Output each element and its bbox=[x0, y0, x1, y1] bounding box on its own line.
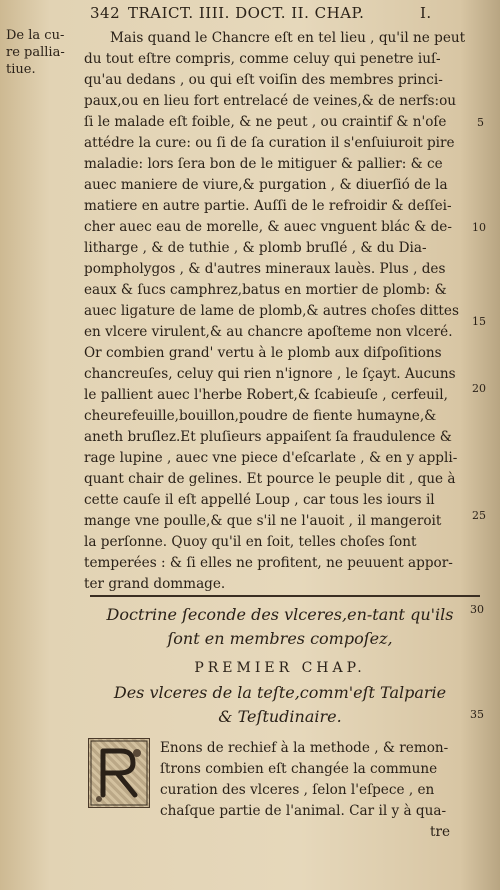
text-line: aneth bruſlez.Et pluſieurs appaiſent ſa fraudulence & bbox=[84, 429, 452, 445]
margin-note-line: De la cu- bbox=[6, 28, 65, 43]
text-line: maladie: lors ſera bon de le mitiguer & pallier: & ce bbox=[84, 156, 443, 172]
text-line: eaux & ſucs camphrez,batus en mortier de plomb: & bbox=[84, 282, 447, 298]
text-line: du tout eſtre compris, comme celuy qui penetre iuſ- bbox=[84, 51, 441, 67]
chapter-title-line: Des vlceres de la teſte,comm'eſt Talparie bbox=[113, 683, 447, 702]
section-title-line: ſont en membres compoſez, bbox=[167, 629, 393, 648]
line-number: 35 bbox=[470, 708, 484, 721]
text-line: le pallient auec l'herbe Robert,& ſcabieuſe , cerfeuil, bbox=[84, 387, 448, 403]
margin-note-line: tiue. bbox=[6, 62, 36, 77]
running-header bbox=[90, 4, 490, 26]
line-number: 5 bbox=[477, 116, 484, 129]
section-title-line: Doctrine ſeconde des vlceres,en-tant qu'ils bbox=[106, 605, 454, 624]
text-line: attédre la cure: ou ſi de ſa curation il s'enſuiuroit pire bbox=[84, 135, 455, 151]
text-line: quant chair de gelines. Et pource le peuple dit , que à bbox=[84, 471, 456, 487]
text-line: cher auec eau de morelle, & auec vnguent blác & de- bbox=[84, 219, 452, 235]
text-line: Mais quand le Chancre eſt en tel lieu , qu'il ne peut bbox=[110, 30, 466, 46]
section-title bbox=[80, 603, 480, 651]
line-number: 15 bbox=[472, 315, 486, 328]
catchword: tre bbox=[430, 824, 451, 840]
running-title: TRAICT. IIII. DOCT. II. CHAP. bbox=[128, 4, 365, 22]
text-line: Enons de rechief à la methode , & remon- bbox=[160, 740, 449, 756]
text-line: auec ligature de lame de plomb,& autres choſes dittes bbox=[84, 303, 459, 319]
margin-note bbox=[6, 27, 86, 78]
text-line: rage lupine , auec vne piece d'eſcarlate , & en y appli- bbox=[84, 450, 458, 466]
line-number: 10 bbox=[472, 221, 486, 234]
section-divider bbox=[90, 595, 480, 597]
chapter-number: I. bbox=[420, 4, 432, 22]
text-line: Or combien grand' vertu à le plomb aux diſpoſitions bbox=[84, 345, 442, 361]
decorated-initial-icon bbox=[88, 738, 150, 808]
line-number: 20 bbox=[472, 382, 486, 395]
text-line: mange vne poulle,& que s'il ne l'auoit , il mangeroit bbox=[84, 513, 442, 529]
text-line: chaſque partie de l'animal. Car il y à qua- bbox=[160, 803, 447, 819]
text-line: ſtrons combien eſt changée la commune bbox=[160, 761, 438, 777]
text-line: matiere en autre partie. Auſſi de le refroidir & deſſei- bbox=[84, 198, 452, 214]
page-number: 342 bbox=[90, 4, 121, 22]
line-number: 30 bbox=[470, 603, 484, 616]
chapter-heading: PREMIER CHAP. bbox=[194, 660, 366, 676]
text-line: litharge , & de tuthie , & plomb bruſlé , & du Dia- bbox=[84, 240, 427, 256]
main-paragraph bbox=[84, 28, 484, 595]
chapter-title bbox=[80, 681, 480, 729]
text-line: auec maniere de viure,& purgation , & diuerſió de la bbox=[84, 177, 448, 193]
text-line: ſi le malade eſt foible, & ne peut , ou craintif & n'oſe bbox=[84, 114, 447, 130]
text-line: chancreuſes, celuy qui rien n'ignore , le ſçayt. Aucuns bbox=[84, 366, 456, 382]
text-line: cette cauſe il eſt appellé Loup , car tous les iours il bbox=[84, 492, 435, 508]
text-line: en vlcere virulent,& au chancre apoſteme non vlceré. bbox=[84, 324, 453, 340]
chapter-title-line: & Teſtudinaire. bbox=[218, 707, 342, 726]
text-line: qu'au dedans , ou qui eſt voiſin des membres princi- bbox=[84, 72, 443, 88]
text-line: ter grand dommage. bbox=[84, 576, 226, 592]
chapter-paragraph bbox=[160, 738, 480, 843]
text-line: paux,ou en lieu fort entrelacé de veines,& de nerfs:ou bbox=[84, 93, 457, 109]
ornament-initial-r-icon bbox=[89, 739, 149, 807]
text-line: cheurefeuille,bouillon,poudre de fiente humayne,& bbox=[84, 408, 437, 424]
margin-note-line: re pallia- bbox=[6, 45, 65, 60]
text-line: temperées : & ſi elles ne profitent, ne peuuent appor- bbox=[84, 555, 453, 571]
text-line: la perſonne. Quoy qu'il en ſoit, telles choſes ſont bbox=[84, 534, 417, 550]
text-line: curation des vlceres , ſelon l'eſpece , en bbox=[160, 782, 435, 798]
text-line: pompholygos , & d'autres mineraux lauès. Plus , des bbox=[84, 261, 446, 277]
line-number: 25 bbox=[472, 509, 486, 522]
